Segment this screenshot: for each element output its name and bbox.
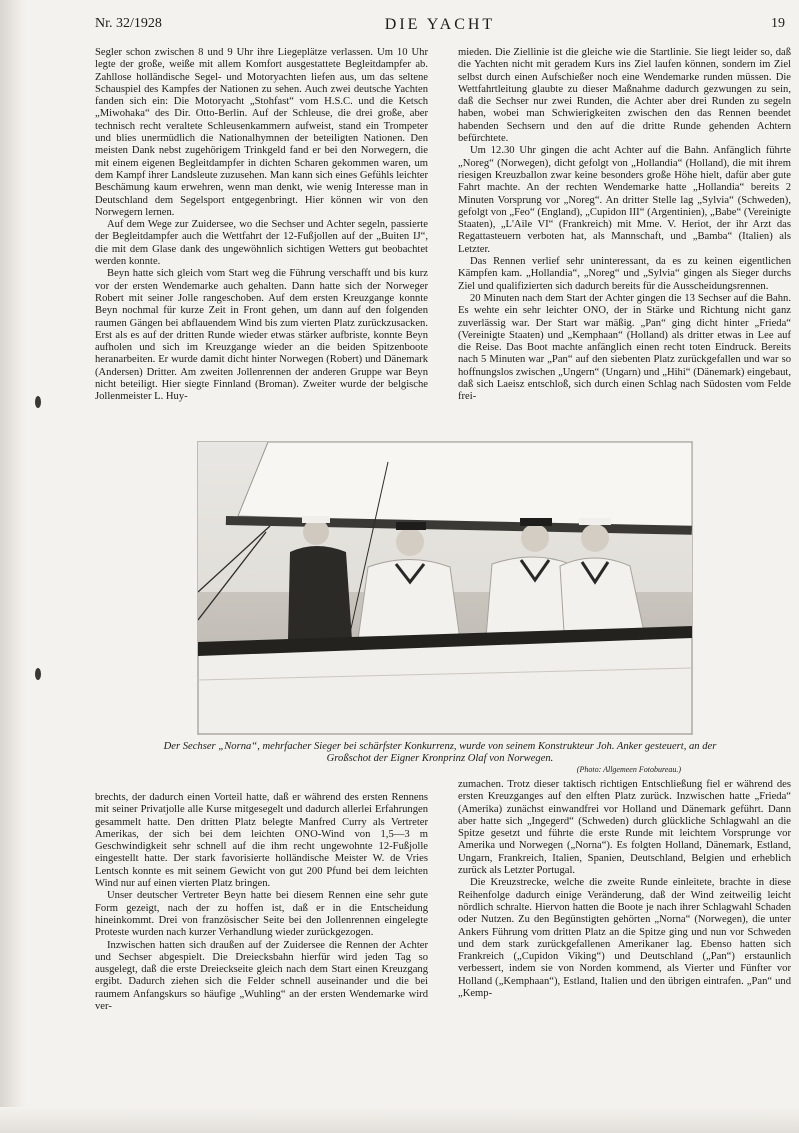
paragraph: Unser deutscher Vertreter Beyn hatte bei diesem Rennen eine sehr gute Form gezeigt, nach der zu hoffen ist, daß er in die Entscheidung hineinkommt. Drei von französischer Seite bei den Jollenrennen eingelegte Proteste wurden nach kurzer Verhandlung wieder zurückgezogen. xyxy=(95,890,428,939)
sailboat-photo-illustration xyxy=(198,442,692,734)
binding-hole-mark xyxy=(35,396,41,408)
paragraph: zumachen. Trotz dieser taktisch richtigen Entschließung fiel er während des ersten Kreuzganges auf den elften Platz zurück. Inzwischen hatte „Frieda“ (Amerika) zunächst einwandfrei vor Holland und Dänemark geführt. Dann aber hatte sich „Ingegerd“ (Schweden) durch glückliche Schlagwahl an die Spitze gesetzt und führte die erste Runde mit leichtem Vorsprunge vor Amerika und Norwegen („Norna“). Es folgten Holland, Dänemark, Estland, Ungarn, Frankreich, Italien, Spanien, Deutschland, Belgien und erheblich zurück als Letzter Portugal. xyxy=(458,779,791,877)
sailboat-photo xyxy=(197,441,693,735)
paragraph: brechts, der dadurch einen Vorteil hatte, daß er während des ersten Rennens mit seiner Privatjolle alle Kurse mitgesegelt und dadurch allerlei Erfahrungen gesammelt hatte. Den dritten Platz belegte Manfred Curry als Vertreter Amerikas, der sich bei dem leichten ONO-Wind von 1,5—3 m Geschwindigkeit sehr schnell auf die ihm recht ungewohnte 12-Fußjolle eingestellt hatte. Der stark favorisierte holländische Meister W. de Vries Lentsch konnte es mit seinem Gewicht von gut 200 Pfund bei dem leichten Wind nur auf einen vierten Platz bringen. xyxy=(95,792,428,890)
paragraph: Das Rennen verlief sehr uninteressant, da es zu keinen eigentlichen Kämpfen kam. „Hollandia“, „Noreg“ und „Sylvia“ gingen als Sieger durchs Ziel und qualifizierten sich dadurch bereits für die Ausscheidungsrennen. xyxy=(458,256,791,292)
photo-caption: Der Sechser „Norna“, mehrfacher Sieger bei schärfster Konkurrenz, wurde von seinem Konstrukteur Joh. Anker gesteuert, an der Großschot der Eigner Kronprinz Olaf von Norwegen. xyxy=(163,741,717,765)
paragraph: Segler schon zwischen 8 und 9 Uhr ihre Liegeplätze verlassen. Um 10 Uhr legte der große, weiße mit allem Komfort ausgestattete Begleitdampfer ab. Zahllose holländische Segel- und Motoryachten liefen aus, um das seltene Schauspiel des Kampfes der Nationen zu sehen. Auch zwei deutsche Yachten fanden sich ein: Die Motoryacht „Stohfast“ vom H.S.C. und die Ketsch „Miwohaka“ des Dir. Otto-Berlin. Auf der Schleuse, die drei große, aber technisch recht veraltete Schleusenkammern aufweist, stand ein Trompeter und blies unermüdlich die Nationalhymnen der beteiligten Nationen. Den meisten Dank nebst zugehörigem Trinkgeld fand er bei den Norwegern, die mit einem eigenen Begleitdampfer in dichten Scharen gekommen waren, um dem Kampf ihrer Landsleute zuzusehen. Man kann sich eines Gefühls leichter Beschämung kaum erwehren, wenn man denkt, wie wenig Interesse man in Deutschland dem Segelsport entgegenbringt. Hier können wir von den Norwegern lernen. xyxy=(95,47,428,218)
page-header xyxy=(95,16,785,38)
binding-shadow xyxy=(0,0,26,1133)
paragraph: Die Kreuzstrecke, welche die zweite Runde einleitete, brachte in diese Reihenfolge dadurch einige Veränderung, daß der Wind zeitweilig leicht nördlich schralte. Hiervon hatten die Boote je nach ihrer Schlagwahl Schaden oder Nutzen. Zu den Begünstigten gehörten „Norna“ (Norwegen), die unter Ankers Führung vom dritten Platz an die Spitze ging und nun vor Schweden und dem stark zurückgefallenen Amerikaner lag. Ebenso hatten sich Frankreich („Cupidon Viking“) und Deutschland („Pan“) erstaunlich verbessert, indem sie von Norden kommend, als Vierter und Fünfter vor Holland („Kemphaan“), Estland, Italien und den übrigen eintrafen. „Pan“ und „Kemp- xyxy=(458,877,791,1000)
paragraph: Inzwischen hatten sich draußen auf der Zuidersee die Rennen der Achter und Sechser abgespielt. Die Dreiecksbahn hierfür wird jeden Tag so ausgelegt, daß die erste Dreieckseite gleich nach dem Start einen Kreuzgang ergibt. Dadurch ziehen sich die Felder schnell auseinander und die bei raumem Anfangskurs so häufige „Wuhling“ an der ersten Wendemarke wird ver- xyxy=(95,939,428,1013)
page-bottom-edge xyxy=(0,1107,799,1133)
page-number: 19 xyxy=(771,16,785,31)
magazine-title: DIE YACHT xyxy=(384,16,496,33)
issue-number: Nr. 32/1928 xyxy=(95,16,162,31)
paragraph: Um 12.30 Uhr gingen die acht Achter auf die Bahn. Anfänglich führte „Noreg“ (Norwegen), dicht gefolgt von „Hollandia“ (Holland), die mit ihrem riesigen Kreuzballon zwar keine besonders große Höhe hielt, dafür aber gute Fahrt machte. An der rechten Wendemarke hatte „Hollandia“ bereits 2 Minuten Vorsprung vor „Noreg“. An dritter Stelle lag „Sylvia“ (Schweden), gefolgt von „Feo“ (England), „Cupidon III“ (Argentinien), „Babe“ (Vereinigte Staaten), „L'Aile VI“ (Frankreich) mit Mme. V. Heriot, der ihr Arzt das Regattasteuern verboten hat, als Mannschaft, und „Bamba“ (Italien) als Letzter. xyxy=(458,145,791,255)
paragraph: 20 Minuten nach dem Start der Achter gingen die 13 Sechser auf die Bahn. Es wehte ein sehr leichter ONO, der in Stärke und Richtung nicht ganz zuverlässig war. Der Start war mäßig. „Pan“ ging dicht hinter „Frieda“ (Vereinigte Staaten) und „Kemphaan“ (Holland) als dritter etwas in Lee auf die Reise. Das Boot machte anfänglich einen recht toten Eindruck. Bereits nach 5 Minuten war „Pan“ auf den siebenten Platz zurückgefallen und war so hoffnungslos zwischen „Ungern“ (Ungarn) und „Hihi“ (Dänemark) eingebaut, daß sich Laeisz entschloß, sich durch einen Schlag nach Südosten vom Felde frei- xyxy=(458,292,791,403)
column-bottom-right xyxy=(458,779,791,1054)
paragraph: Auf dem Wege zur Zuidersee, wo die Sechser und Achter segeln, passierte der Begleitdampfer auch die Wettfahrt der 12-Fußjollen auf der „Buiten IJ“, die mit dem Glase dank des ungewöhnlich sichtigen Wetters gut beobachtet werden konnte. xyxy=(95,219,428,268)
paragraph: Beyn hatte sich gleich vom Start weg die Führung verschafft und bis kurz vor der ersten Wendemarke auch gehalten. Dann hatte sich der Norweger Robert mit seiner Jolle rangeschoben. Auf dem ersten Kreuzgange konnte Beyn nochmal für kurze Zeit in Front gehen, um dann auf den folgenden raumen Gängen bei abflauendem Wind bis zum vierten Platz zurückzusacken. Erst als es auf der dritten Runde wieder etwas stärker aufbriste, konnte Beyn aufholen und sich im Kreuzgange wieder an die beiden Spitzenboote heranarbeiten. Er wurde damit dicht hinter Norwegen (Robert) und Dänemark (Andersen) Dritter. Am zweiten Jollenrennen der anderen Gruppe war Beyn nicht beteiligt. Hier siegte Finnland (Broman). Zweiter wurde der belgische Jollenmeister L. Huy- xyxy=(95,268,428,403)
column-bottom-left xyxy=(95,792,428,1054)
binding-hole-mark xyxy=(35,668,41,680)
photo-credit: (Photo: Allgemeen Fotobureau.) xyxy=(576,765,681,774)
column-top-left xyxy=(95,47,428,417)
paragraph: mieden. Die Ziellinie ist die gleiche wie die Startlinie. Sie liegt leider so, daß die Yachten nicht mit geradem Kurs ins Ziel laufen können, sondern im Ziel selbst durch einen Aufschießer noch eine Wendemarke runden müssen. Die Wettfahrtleitung glaubte zu dieser Maßnahme dadurch gezwungen zu sein, daß die Sechser nur zwei Runden, die Achter aber drei Runden zu segeln haben, wobei man Schwierigkeiten zwischen den das Rennen beendet habenden Sechsern und den auf die dritte Runde gehenden Achtern befürchtete. xyxy=(458,47,791,145)
column-top-right xyxy=(458,47,791,417)
